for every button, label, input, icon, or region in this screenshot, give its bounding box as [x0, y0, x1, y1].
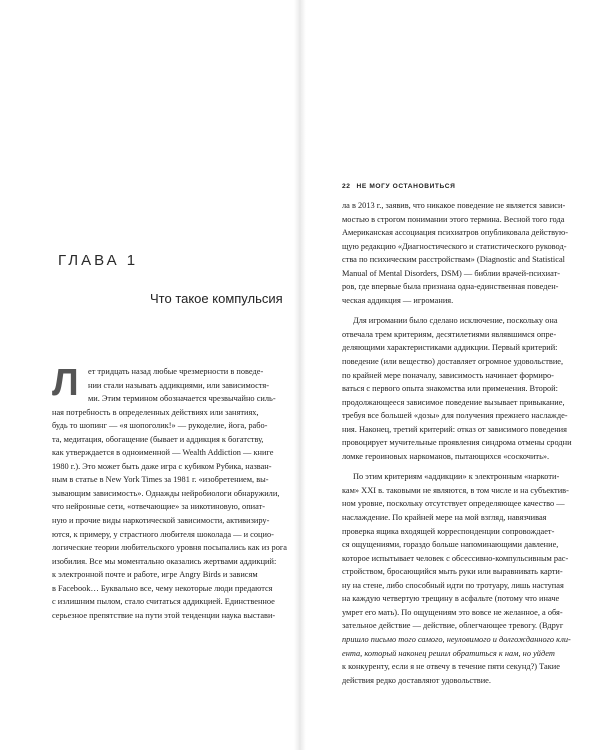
running-head-title: НЕ МОГУ ОСТАНОВИТЬСЯ — [356, 183, 456, 190]
text-line: зывающим зависимость». Однажды нейробиологи обнаружили, — [52, 488, 280, 498]
text-line: проверка ящика входящей корреспонденции сопровождает- — [342, 526, 555, 536]
text-line: логические теории любительского уровня посыпались как из рога — [52, 543, 288, 553]
text-line: ная потребность в определенных действиях или занятиях, — [52, 407, 259, 417]
text-line: деляющими характеристиками аддикции. Первый критерий: — [342, 343, 558, 353]
chapter-title: Что такое компульсия — [150, 291, 283, 306]
text-line: в Facebook… Буквально все, чему некоторые люди предаются — [52, 583, 273, 593]
text-line: к электронной почте и работе, игре Angry Birds и зависям — [52, 570, 258, 580]
text-line: ются, к примеру, у страстного любителя шоколада — и социо- — [52, 529, 274, 539]
text-line: на каждую четвертую трещину в асфальте (потому что иначе — [342, 594, 560, 604]
text-line: ства по психическим расстройствам» (Diagnostic and Statistical — [342, 255, 565, 265]
text-line: ваться с первого опыта знакомства или применения. Второй: — [342, 384, 558, 394]
text-line: зательное действие — действие, облегчающее тревогу. (Вдруг — [342, 621, 564, 631]
text-line: стройством, бросающийся мыть руки или выравнивать карти- — [342, 567, 563, 577]
text-line: ном уровне, поскольку отсутствует определяющее качество — — [342, 499, 565, 509]
text-line: ломке героиновых наркоманов, пытающихся «соскочить». — [342, 451, 550, 461]
text-line: Для игромании было сделано исключение, поскольку она — [353, 316, 558, 326]
text-line: нии стали называть аддикциями, или зависимостя- — [88, 380, 270, 390]
paragraph-gap — [342, 307, 582, 314]
paragraph — [342, 470, 582, 687]
drop-cap: Л — [52, 362, 79, 404]
text-line: 1980 г.). Это может быть даже игра с кубиком Рубика, назван- — [52, 461, 272, 471]
book-spine — [294, 0, 306, 750]
running-head — [342, 183, 455, 190]
text-line: Американская ассоциация психиатров опубликовала действую- — [342, 228, 568, 238]
text-line: требуя все большей «дозы» для получения прежнего наслажде- — [342, 411, 568, 421]
chapter-label: ГЛАВА 1 — [58, 252, 139, 269]
text-line: серьезное препятствие на пути этой тенденции наука выстави- — [52, 610, 276, 620]
paragraph — [342, 199, 582, 307]
right-page — [306, 0, 600, 750]
text-line: ся ощущениями, гораздо больше напоминающими давление, — [342, 540, 559, 550]
text-line: с излишним пылом, стало считаться аддикцией. Единственное — [52, 597, 275, 607]
text-line: ет тридцать назад любые чрезмерности в поведе- — [88, 367, 264, 376]
text-line: та, медитация, обогащение (бывает и аддикция к богатству, — [52, 434, 264, 444]
text-line: изобилия. Все мы моментально оказались жертвами аддикций: — [52, 556, 277, 566]
text-line: что нейронные сети, «отвечающие» за никотиновую, опиат- — [52, 502, 266, 512]
text-line: Manual of Mental Disorders, DSM) — библии врачей-психиат- — [342, 268, 561, 278]
text-line: ми. Этим термином обозначается чрезвычайно силь- — [88, 394, 276, 404]
text-line: продолжающееся зависимое поведение вызывает привыкание, — [342, 397, 565, 407]
page-number: 22 — [342, 183, 351, 190]
text-line: ла в 2013 г., заявив, что никакое поведение не является зависи- — [342, 201, 566, 210]
left-page — [0, 0, 294, 750]
chapter-body-text — [52, 362, 290, 622]
text-line: кам» XXI в. таковыми не являются, в том числе и на субъектив- — [342, 485, 569, 495]
text-line: отвечала трем критериям, десятилетиями являвшимся опре- — [342, 329, 557, 339]
text-line: будь то шопинг — «я шопоголик!» — рукоделие, йога, рабо- — [52, 421, 268, 431]
text-line: ров, где впервые была признана одна-единственная поведен- — [342, 282, 559, 292]
text-line: ную и прочие виды наркотической зависимости, активизиру- — [52, 516, 270, 526]
text-line: по крайней мере поначалу, зависимость начинает формиро- — [342, 370, 554, 380]
text-line: провоцирует мучительные проявления синдрома отмены сродни — [342, 438, 572, 448]
text-line: умрет его мать). По ощущениям это вовсе не желанное, а обя- — [342, 607, 563, 617]
text-line: ния. Наконец, третий критерий: отказ от зависимого поведения — [342, 424, 567, 434]
text-line: пришло письмо того самого, неуловимого и долгожданного кли- — [342, 634, 571, 644]
text-line: к конкуренту, если я не отвечу в течение пяти секунд?) Такие — [342, 662, 560, 672]
text-line: ента, который наконец решил обратиться к нам, но уйдет — [342, 648, 555, 658]
text-line: как утверждается в одноименной — Wealth Addiction — книге — [52, 448, 274, 458]
text-line: ным в статье в New York Times за 1981 г. «изобретением, вы- — [52, 475, 269, 485]
paragraph-gap — [342, 463, 582, 470]
text-line: действия редко доставляют удовольствие. — [342, 675, 491, 685]
text-line: щую редакцию «Диагностического и статистического руковод- — [342, 241, 567, 251]
text-line: которое испытывает человек с обсессивно-компульсивным рас- — [342, 553, 569, 563]
paragraph — [342, 314, 582, 463]
text-line: наслаждение. По крайней мере на мой взгляд, навязчивая — [342, 513, 547, 523]
text-line: поведение (или вещество) доставляет огромное удовольствие, — [342, 357, 564, 367]
text-line: ческая аддикция — игромания. — [342, 295, 454, 305]
text-line: По этим критериям «аддикции» к электронным «наркоти- — [353, 472, 560, 482]
text-line: ну на стене, либо способный идти по тротуару, лишь наступая — [342, 580, 564, 590]
page-body-text — [342, 199, 582, 687]
text-line: мостью в строгом понимании этого термина. Весной того года — [342, 214, 565, 224]
